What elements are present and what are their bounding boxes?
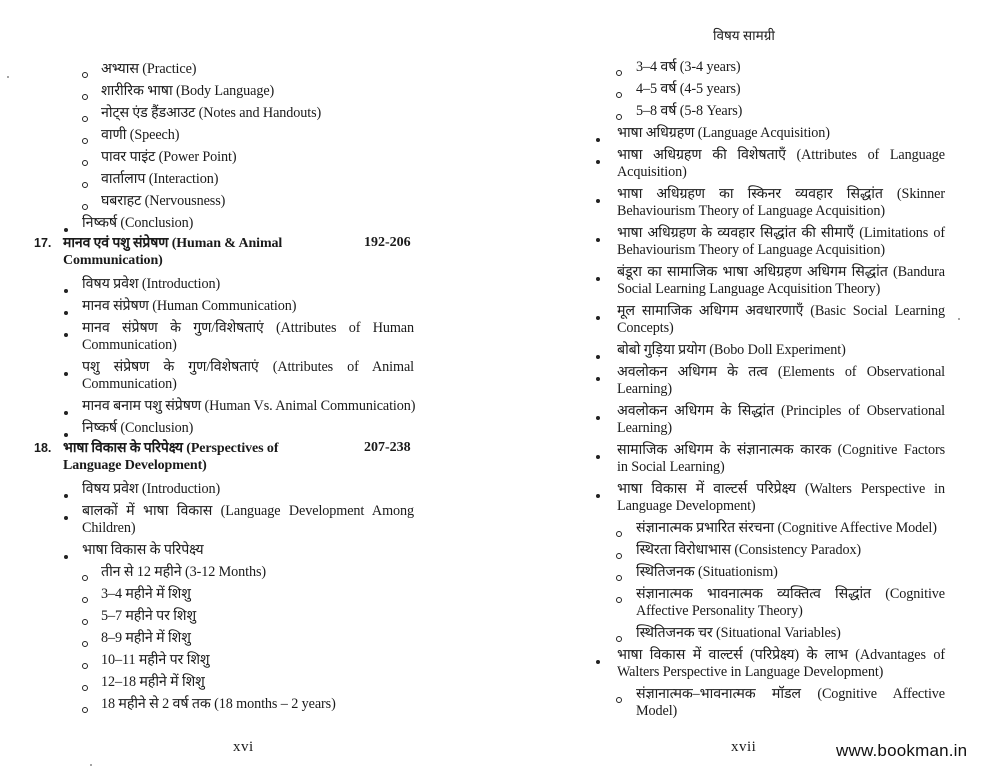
circle-glyph — [616, 92, 622, 98]
toc-entry[interactable]: 3–4 वर्ष (3-4 years) — [636, 59, 741, 75]
toc-entry[interactable]: 18 महीने से 2 वर्ष तक (18 months – 2 years) — [101, 696, 336, 712]
toc-entry-continuation: Concepts) — [617, 320, 674, 336]
toc-entry-continuation: Affective Personality Theory) — [636, 603, 803, 619]
bullet-icon — [64, 325, 68, 341]
right-page-contents — [560, 0, 989, 780]
toc-entry-continuation: Walters Perspective in Language Development) — [617, 664, 884, 680]
hollow-bullet-icon — [82, 569, 88, 585]
watermark: www.bookman.in — [836, 741, 968, 760]
hollow-bullet-icon — [82, 701, 88, 717]
toc-entry[interactable]: नोट्स एंड हैंडआउट (Notes and Handouts) — [101, 105, 322, 121]
bullet-icon — [596, 447, 600, 463]
toc-entry[interactable]: 10–11 महीने पर शिशु — [101, 652, 210, 668]
bullet-icon — [596, 308, 600, 324]
toc-entry[interactable]: सामाजिक अधिगम के संज्ञानात्मक कारक (Cognitive Factors — [617, 442, 945, 458]
hollow-bullet-icon — [616, 691, 622, 707]
dot-glyph — [64, 494, 68, 498]
hollow-bullet-icon — [82, 591, 88, 607]
running-head: विषय सामग्री — [713, 28, 775, 43]
chapter-title-continuation: Communication) — [63, 253, 163, 268]
toc-entry[interactable]: अवलोकन अधिगम के तत्व (Elements of Observational — [617, 364, 945, 380]
chapter-number: 18. — [34, 441, 52, 455]
dot-glyph — [596, 277, 600, 281]
dot-glyph — [64, 411, 68, 415]
toc-entry[interactable]: बंडूरा का सामाजिक भाषा अधिग्रहण अधिगम सिद्धांत (Bandura — [617, 264, 945, 280]
hollow-bullet-icon — [616, 525, 622, 541]
dot-glyph — [596, 160, 600, 164]
scan-speck — [7, 76, 9, 78]
toc-entry[interactable]: भाषा अधिग्रहण के व्यवहार सिद्धांत की सीमाएँ (Limitations of — [617, 225, 945, 241]
toc-entry[interactable]: संज्ञानात्मक प्रभारित संरचना (Cognitive Affective Model) — [636, 520, 937, 536]
hollow-bullet-icon — [82, 132, 88, 148]
bullet-icon — [596, 347, 600, 363]
toc-entry[interactable]: 8–9 महीने में शिशु — [101, 630, 191, 646]
circle-glyph — [82, 182, 88, 188]
chapter-title[interactable]: मानव एवं पशु संप्रेषण (Human & Animal — [63, 236, 283, 251]
page-number-right: xvii — [731, 739, 757, 755]
hollow-bullet-icon — [616, 86, 622, 102]
toc-entry[interactable]: स्थितिजनक (Situationism) — [636, 564, 778, 580]
toc-entry-continuation: Language Development) — [617, 498, 756, 514]
toc-entry[interactable]: मानव संप्रेषण के गुण/विशेषताएं (Attributes of Human — [82, 320, 414, 336]
toc-entry[interactable]: बालकों में भाषा विकास (Language Development Among — [82, 503, 414, 519]
chapter-title-continuation: Language Development) — [63, 458, 207, 473]
toc-entry[interactable]: 5–7 महीने पर शिशु — [101, 608, 197, 624]
dot-glyph — [64, 289, 68, 293]
dot-glyph — [596, 416, 600, 420]
bullet-icon — [64, 486, 68, 502]
circle-glyph — [616, 597, 622, 603]
page-number-left: xvi — [233, 739, 254, 755]
circle-glyph — [82, 685, 88, 691]
toc-entry[interactable]: मानव संप्रेषण (Human Communication) — [82, 298, 297, 314]
scan-speck — [90, 764, 92, 766]
toc-entry-continuation: Children) — [82, 520, 136, 536]
chapter-page-range: 192-206 — [364, 235, 411, 250]
toc-entry[interactable]: मूल सामाजिक अधिगम अवधारणाएँ (Basic Social Learning — [617, 303, 945, 319]
hollow-bullet-icon — [616, 569, 622, 585]
circle-glyph — [82, 94, 88, 100]
dot-glyph — [596, 660, 600, 664]
toc-entry-continuation: Model) — [636, 703, 678, 719]
hollow-bullet-icon — [616, 630, 622, 646]
hollow-bullet-icon — [82, 176, 88, 192]
dot-glyph — [64, 372, 68, 376]
toc-entry[interactable]: तीन से 12 महीने (3-12 Months) — [101, 564, 267, 580]
toc-entry[interactable]: 3–4 महीने में शिशु — [101, 586, 191, 602]
bullet-icon — [64, 303, 68, 319]
circle-glyph — [82, 619, 88, 625]
right-page — [560, 0, 989, 780]
dot-glyph — [596, 355, 600, 359]
toc-entry[interactable]: वार्तालाप (Interaction) — [101, 171, 219, 187]
dot-glyph — [64, 555, 68, 559]
circle-glyph — [82, 204, 88, 210]
bullet-icon — [596, 408, 600, 424]
toc-entry[interactable]: विषय प्रवेश (Introduction) — [82, 481, 221, 497]
toc-entry[interactable]: संज्ञानात्मक–भावनात्मक मॉडल (Cognitive Affective — [636, 686, 945, 702]
toc-entry[interactable]: स्थिरता विरोधाभास (Consistency Paradox) — [636, 542, 862, 558]
toc-entry-continuation: Behaviourism Theory of Language Acquisition) — [617, 203, 885, 219]
dot-glyph — [596, 138, 600, 142]
dot-glyph — [64, 228, 68, 232]
toc-entry[interactable]: भाषा अधिग्रहण (Language Acquisition) — [617, 125, 830, 141]
bullet-icon — [596, 152, 600, 168]
hollow-bullet-icon — [82, 635, 88, 651]
toc-entry[interactable]: संज्ञानात्मक भावनात्मक व्यक्तित्व सिद्धांत (Cognitive — [636, 586, 945, 602]
circle-glyph — [82, 72, 88, 78]
bullet-icon — [596, 230, 600, 246]
toc-entry[interactable]: बोबो गुड़िया प्रयोग (Bobo Doll Experiment) — [617, 342, 846, 358]
toc-entry[interactable]: विषय प्रवेश (Introduction) — [82, 276, 221, 292]
toc-entry-continuation: Learning) — [617, 381, 673, 397]
bullet-icon — [64, 547, 68, 563]
circle-glyph — [82, 597, 88, 603]
bullet-icon — [596, 130, 600, 146]
hollow-bullet-icon — [82, 657, 88, 673]
dot-glyph — [64, 333, 68, 337]
bullet-icon — [596, 652, 600, 668]
circle-glyph — [616, 531, 622, 537]
dot-glyph — [596, 199, 600, 203]
toc-entry[interactable]: वाणी (Speech) — [101, 127, 180, 143]
toc-entry[interactable]: निष्कर्ष (Conclusion) — [82, 420, 194, 436]
bullet-icon — [64, 220, 68, 236]
toc-entry-continuation: Communication) — [82, 376, 177, 392]
chapter-title[interactable]: भाषा विकास के परिपेक्ष्य (Perspectives of — [63, 441, 279, 456]
hollow-bullet-icon — [82, 66, 88, 82]
circle-glyph — [82, 160, 88, 166]
dot-glyph — [64, 516, 68, 520]
circle-glyph — [82, 641, 88, 647]
circle-glyph — [616, 553, 622, 559]
toc-entry[interactable]: पशु संप्रेषण के गुण/विशेषताएं (Attributes of Animal — [82, 359, 414, 375]
toc-entry-continuation: in Social Learning) — [617, 459, 725, 475]
hollow-bullet-icon — [82, 613, 88, 629]
bullet-icon — [596, 191, 600, 207]
hollow-bullet-icon — [82, 154, 88, 170]
toc-entry[interactable]: पावर पाइंट (Power Point) — [101, 149, 237, 165]
dot-glyph — [64, 311, 68, 315]
hollow-bullet-icon — [616, 108, 622, 124]
dot-glyph — [64, 433, 68, 437]
toc-entry-continuation: Learning) — [617, 420, 673, 436]
circle-glyph — [82, 575, 88, 581]
dot-glyph — [596, 494, 600, 498]
toc-entry[interactable]: भाषा विकास में वाल्टर्स (परिप्रेक्ष्य) के लाभ (Advantages of — [617, 647, 945, 663]
toc-entry[interactable]: स्थितिजनक चर (Situational Variables) — [636, 625, 841, 641]
toc-entry[interactable]: अभ्यास (Practice) — [101, 61, 197, 77]
toc-entry[interactable]: अवलोकन अधिगम के सिद्धांत (Principles of Observational — [617, 403, 945, 419]
bullet-icon — [64, 364, 68, 380]
hollow-bullet-icon — [616, 64, 622, 80]
circle-glyph — [616, 575, 622, 581]
circle-glyph — [82, 707, 88, 713]
toc-entry[interactable]: मानव बनाम पशु संप्रेषण (Human Vs. Animal Communication) — [82, 398, 416, 414]
bullet-icon — [64, 508, 68, 524]
circle-glyph — [82, 138, 88, 144]
toc-entry[interactable]: घबराहट (Nervousness) — [101, 193, 226, 209]
circle-glyph — [616, 70, 622, 76]
hollow-bullet-icon — [616, 547, 622, 563]
left-page — [0, 0, 440, 780]
left-page-contents — [0, 0, 440, 780]
bullet-icon — [64, 425, 68, 441]
dot-glyph — [596, 455, 600, 459]
bullet-icon — [64, 403, 68, 419]
toc-entry[interactable]: 12–18 महीने में शिशु — [101, 674, 205, 690]
hollow-bullet-icon — [82, 88, 88, 104]
scan-speck — [958, 318, 960, 320]
toc-entry-continuation: Social Learning Language Acquisition Theory) — [617, 281, 881, 297]
chapter-page-range: 207-238 — [364, 440, 411, 455]
toc-entry[interactable]: 5–8 वर्ष (5-8 Years) — [636, 103, 743, 119]
toc-entry-continuation: Communication) — [82, 337, 177, 353]
bullet-icon — [596, 269, 600, 285]
toc-entry[interactable]: भाषा विकास के परिपेक्ष्य — [82, 542, 204, 558]
toc-entry[interactable]: शारीरिक भाषा (Body Language) — [101, 83, 275, 99]
toc-entry[interactable]: भाषा विकास में वाल्टर्स परिप्रेक्ष्य (Walters Perspective in — [617, 481, 945, 497]
circle-glyph — [82, 116, 88, 122]
toc-entry[interactable]: 4–5 वर्ष (4-5 years) — [636, 81, 741, 97]
toc-entry-continuation: Behaviourism Theory of Language Acquisition) — [617, 242, 885, 258]
circle-glyph — [82, 663, 88, 669]
toc-entry-continuation: Acquisition) — [617, 164, 687, 180]
bullet-icon — [596, 369, 600, 385]
dot-glyph — [596, 316, 600, 320]
toc-entry[interactable]: निष्कर्ष (Conclusion) — [82, 215, 194, 231]
hollow-bullet-icon — [82, 198, 88, 214]
hollow-bullet-icon — [82, 110, 88, 126]
dot-glyph — [596, 238, 600, 242]
circle-glyph — [616, 114, 622, 120]
bullet-icon — [596, 486, 600, 502]
circle-glyph — [616, 636, 622, 642]
bullet-icon — [64, 281, 68, 297]
dot-glyph — [596, 377, 600, 381]
toc-entry[interactable]: भाषा अधिग्रहण की विशेषताएँ (Attributes of Language — [617, 147, 945, 163]
hollow-bullet-icon — [82, 679, 88, 695]
circle-glyph — [616, 697, 622, 703]
toc-entry[interactable]: भाषा अधिग्रहण का स्किनर व्यवहार सिद्धांत (Skinner — [617, 186, 945, 202]
hollow-bullet-icon — [616, 591, 622, 607]
chapter-number: 17. — [34, 236, 52, 250]
